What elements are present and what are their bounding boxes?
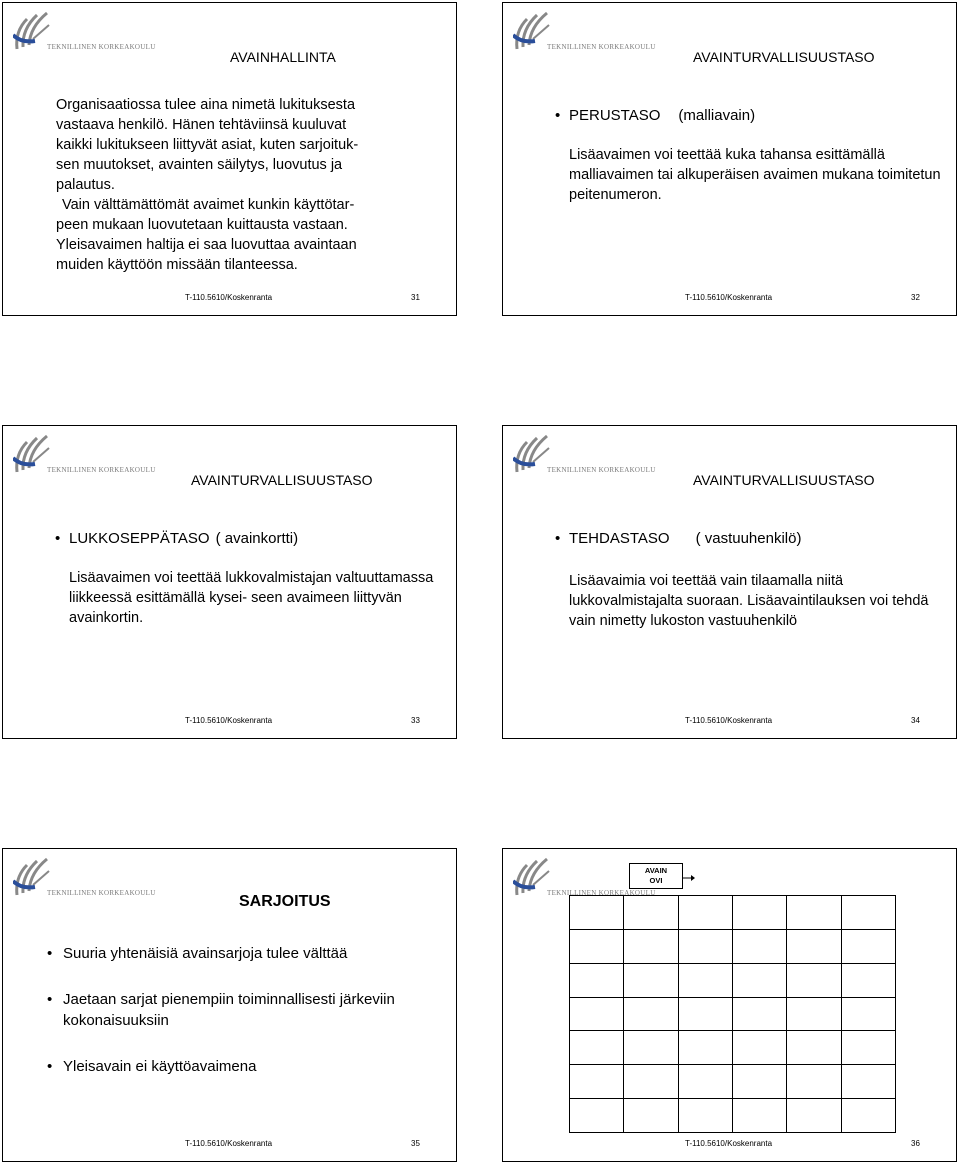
legend-key-label: AVAIN: [644, 866, 668, 875]
school-name: TEKNILLINEN KORKEAKOULU: [47, 43, 156, 51]
slide-32: [502, 2, 957, 316]
level-description: Lisäavaimen voi teettää kuka tahansa esittämällä malliavaimen tai alkuperäisen avaimen mukana toimitetun peitenumeron.: [569, 147, 941, 203]
body-line: Vain välttämättömät avaimet kunkin käyttötar-: [62, 197, 355, 213]
body-line: palautus.: [56, 177, 115, 193]
key-door-matrix: [569, 895, 896, 1133]
body-line: sen muutokset, avainten säilytys, luovutus ja: [56, 157, 343, 173]
slide-footer: T-110.5610/Koskenranta: [685, 293, 773, 302]
university-logo-icon: [13, 432, 51, 474]
page-number: 33: [411, 716, 420, 725]
school-name: TEKNILLINEN KORKEAKOULU: [47, 466, 156, 474]
matrix-legend-box: [629, 863, 683, 889]
slide-36: [502, 848, 957, 1162]
bullet-item: [555, 107, 755, 124]
university-logo-icon: [13, 855, 51, 897]
university-logo-icon: [513, 9, 551, 51]
university-logo-icon: [513, 855, 551, 897]
level-note: ( vastuuhenkilö): [695, 530, 802, 547]
slide-footer: T-110.5610/Koskenranta: [685, 1139, 773, 1148]
slide-title: SARJOITUS: [239, 893, 331, 910]
level-name: LUKKOSEPPÄTASO: [69, 530, 210, 547]
page-number: 35: [411, 1139, 420, 1148]
level-name: TEHDASTASO: [569, 530, 670, 547]
bullet-text: Jaetaan sarjat pienempiin toiminnallisesti järkeviin kokonaisuuksiin: [63, 991, 395, 1029]
body-line: muiden käyttöön missään tilanteessa.: [56, 257, 298, 273]
school-name: TEKNILLINEN KORKEAKOULU: [547, 43, 656, 51]
bullet-item: [47, 943, 442, 964]
bullet-icon: •: [47, 991, 53, 1008]
body-line: kaikki lukitukseen liittyvät asiat, kuten sarjoituk-: [56, 137, 359, 153]
slide-title: AVAINTURVALLISUUSTASO: [693, 49, 875, 65]
body-line: peen mukaan luovutetaan kuittausta vastaan.: [56, 217, 348, 233]
bullet-icon: •: [47, 1058, 53, 1075]
school-name: TEKNILLINEN KORKEAKOULU: [547, 889, 656, 897]
level-name: PERUSTASO: [569, 107, 661, 124]
school-name: TEKNILLINEN KORKEAKOULU: [47, 889, 156, 897]
matrix-table: [569, 895, 896, 1133]
school-name: TEKNILLINEN KORKEAKOULU: [547, 466, 656, 474]
page-number: 32: [911, 293, 920, 302]
bullet-icon: •: [555, 530, 561, 547]
page-number: 36: [911, 1139, 920, 1148]
slide-body: [56, 95, 441, 275]
page-number: 34: [911, 716, 920, 725]
bullet-item: [55, 530, 298, 547]
body-line: Organisaatiossa tulee aina nimetä lukituksesta: [56, 97, 356, 113]
bullet-icon: •: [47, 945, 53, 962]
page-number: 31: [411, 293, 420, 302]
university-logo-icon: [13, 9, 51, 51]
arrow-right-icon: [683, 875, 695, 881]
university-logo-icon: [513, 432, 551, 474]
slide-33: [2, 425, 457, 739]
legend-door-label: OVI: [649, 876, 663, 885]
slide-35: [2, 848, 457, 1162]
level-note: (malliavain): [678, 107, 756, 124]
slide-31: [2, 2, 457, 316]
slide-footer: T-110.5610/Koskenranta: [185, 293, 273, 302]
bullet-icon: •: [555, 107, 561, 124]
slide-34: [502, 425, 957, 739]
level-description: Lisäavaimia voi teettää vain tilaamalla niitä lukkovalmistajalta suoraan. Lisäavaintilauksen voi tehdä vain nimetty lukoston vastuuhenkilö: [569, 573, 929, 629]
level-description: Lisäavaimen voi teettää lukkovalmistajan valtuuttamassa liikkeessä esittämällä kysei- seen avaimeen liittyvän avainkortin.: [69, 570, 434, 626]
slide-title: AVAINHALLINTA: [230, 49, 336, 65]
slide-footer: T-110.5610/Koskenranta: [685, 716, 773, 725]
slide-footer: T-110.5610/Koskenranta: [185, 1139, 273, 1148]
bullet-text: Yleisavain ei käyttöavaimena: [63, 1058, 257, 1075]
bullet-icon: •: [55, 530, 61, 547]
bullet-text: Suuria yhtenäisiä avainsarjoja tulee välttää: [63, 945, 348, 962]
level-note: ( avainkortti): [215, 530, 299, 547]
body-line: vastaava henkilö. Hänen tehtäviinsä kuuluvat: [56, 117, 347, 133]
slide-title: AVAINTURVALLISUUSTASO: [693, 472, 875, 488]
bullet-item: [47, 1056, 442, 1077]
bullet-item: [555, 530, 801, 547]
body-line: Yleisavaimen haltija ei saa luovuttaa avaintaan: [56, 237, 357, 253]
slide-footer: T-110.5610/Koskenranta: [185, 716, 273, 725]
bullet-item: [47, 989, 442, 1031]
slide-title: AVAINTURVALLISUUSTASO: [191, 472, 373, 488]
